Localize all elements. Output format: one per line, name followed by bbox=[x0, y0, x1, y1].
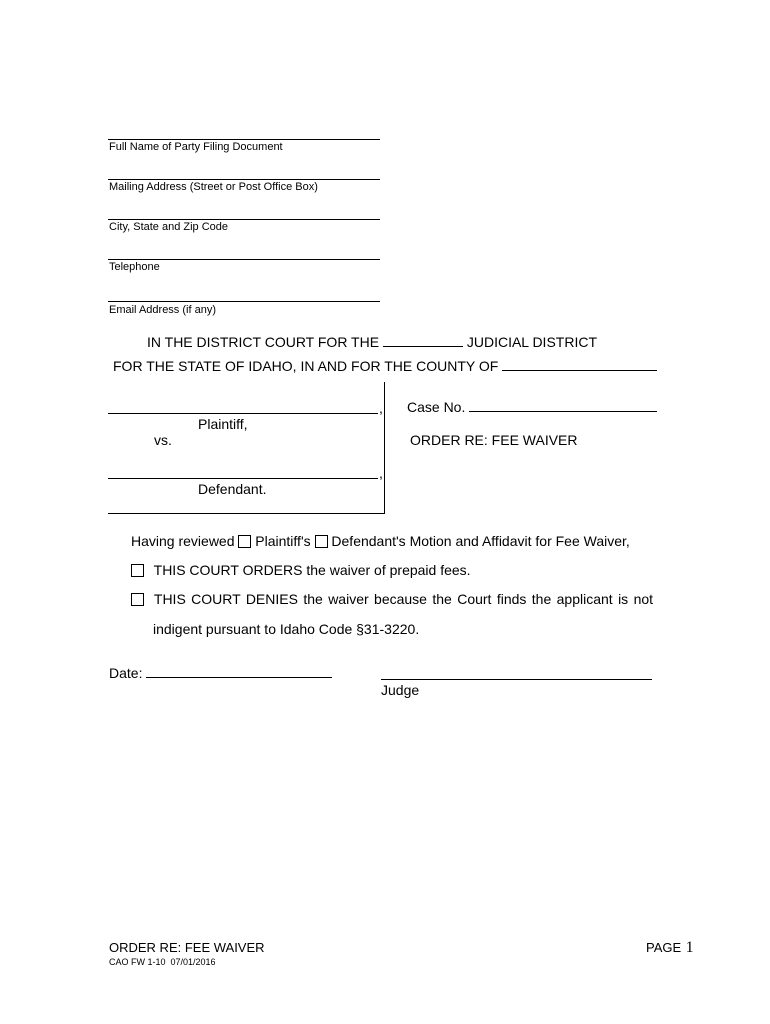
city-state-zip-line[interactable] bbox=[108, 219, 380, 220]
court-header-line1 bbox=[147, 334, 597, 350]
mailing-address-label: Mailing Address (Street or Post Office Box) bbox=[109, 181, 318, 193]
page-prefix: PAGE bbox=[646, 940, 682, 955]
orders-line bbox=[131, 562, 471, 578]
full-name-line[interactable] bbox=[108, 139, 380, 140]
plaintiffs-label: Plaintiff's bbox=[255, 533, 311, 549]
reviewed-prefix: Having reviewed bbox=[131, 533, 235, 549]
denies-label-line1: THIS COURT DENIES the waiver because the Court finds the applicant is not bbox=[153, 591, 654, 607]
footer-form-title: ORDER RE: FEE WAIVER bbox=[109, 940, 265, 955]
court-header-prefix: IN THE DISTRICT COURT FOR THE bbox=[147, 334, 380, 350]
orders-checkbox[interactable] bbox=[131, 564, 144, 577]
orders-label: THIS COURT ORDERS the waiver of prepaid fees. bbox=[153, 562, 471, 578]
county-prefix: FOR THE STATE OF IDAHO, IN AND FOR THE COUNTY OF bbox=[113, 358, 499, 374]
denies-line bbox=[131, 591, 662, 607]
plaintiff-comma: , bbox=[379, 400, 383, 416]
email-label: Email Address (if any) bbox=[109, 304, 216, 316]
caption-bottom-line bbox=[108, 513, 384, 514]
mailing-address-line[interactable] bbox=[108, 179, 380, 180]
city-state-zip-label: City, State and Zip Code bbox=[109, 221, 229, 233]
court-header-suffix: JUDICIAL DISTRICT bbox=[466, 334, 597, 350]
telephone-label: Telephone bbox=[109, 261, 160, 273]
judge-signature-line[interactable] bbox=[381, 679, 652, 680]
defendants-checkbox[interactable] bbox=[315, 535, 328, 548]
order-title: ORDER RE: FEE WAIVER bbox=[410, 432, 578, 448]
denies-checkbox[interactable] bbox=[131, 593, 144, 606]
date-label: Date: bbox=[109, 665, 143, 681]
defendants-label: Defendant's Motion and Affidavit for Fee Waiver, bbox=[331, 533, 630, 549]
court-header-line2 bbox=[113, 358, 657, 374]
case-number-label: Case No. bbox=[407, 399, 466, 415]
reviewed-line bbox=[131, 533, 630, 549]
plaintiffs-checkbox[interactable] bbox=[238, 535, 251, 548]
page-number: 1 bbox=[685, 939, 694, 956]
judge-label: Judge bbox=[381, 682, 420, 698]
defendant-name-line[interactable] bbox=[108, 478, 378, 479]
email-line[interactable] bbox=[108, 301, 380, 302]
full-name-label: Full Name of Party Filing Document bbox=[109, 141, 283, 153]
defendant-comma: , bbox=[379, 465, 383, 481]
defendant-label: Defendant. bbox=[198, 481, 267, 497]
footer-form-code: CAO FW 1-10 07/01/2016 bbox=[109, 957, 216, 967]
date-blank[interactable] bbox=[146, 665, 332, 678]
judicial-district-blank[interactable] bbox=[383, 334, 463, 347]
case-number-row bbox=[407, 399, 657, 415]
denies-label-line2: indigent pursuant to Idaho Code §31-3220. bbox=[153, 621, 420, 637]
vs-label: vs. bbox=[154, 432, 172, 448]
county-blank[interactable] bbox=[502, 358, 657, 371]
telephone-line[interactable] bbox=[108, 259, 380, 260]
case-number-blank[interactable] bbox=[469, 399, 657, 412]
caption-divider bbox=[384, 382, 385, 514]
footer-page bbox=[646, 939, 694, 957]
date-row bbox=[109, 665, 332, 681]
plaintiff-name-line[interactable] bbox=[108, 413, 378, 414]
plaintiff-label: Plaintiff, bbox=[198, 416, 248, 432]
